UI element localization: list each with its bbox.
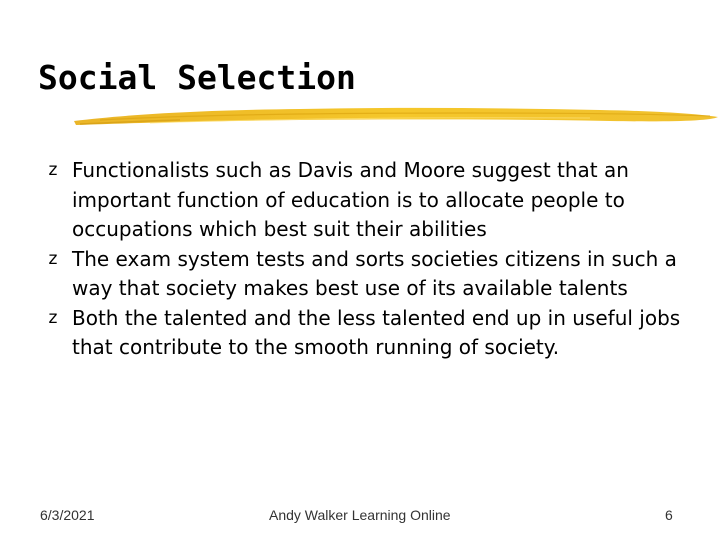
slide-title: Social Selection (38, 58, 356, 97)
footer-page-number: 6 (665, 507, 673, 523)
title-brush-underline (70, 104, 720, 130)
bullet-item (44, 304, 684, 363)
footer-date: 6/3/2021 (40, 507, 95, 523)
bullet-item (44, 156, 684, 245)
pointing-z-bullet-icon: z (48, 248, 58, 269)
bullet-text: Both the talented and the less talented end up in useful jobs that contribute to the smooth running of society. (72, 305, 681, 359)
pointing-z-bullet-icon: z (48, 160, 58, 180)
bullet-item (44, 245, 684, 304)
pointing-z-bullet-icon: z (48, 307, 58, 328)
footer-presenter: Andy Walker Learning Online (269, 507, 451, 523)
bullet-text: Functionalists such as Davis and Moore suggest that an important function of education is to allocate people to occupations which best suit their abilities (72, 158, 629, 241)
bullet-list (44, 156, 684, 363)
bullet-text: The exam system tests and sorts societies citizens in such a way that society makes best use of its available talents (72, 246, 677, 300)
